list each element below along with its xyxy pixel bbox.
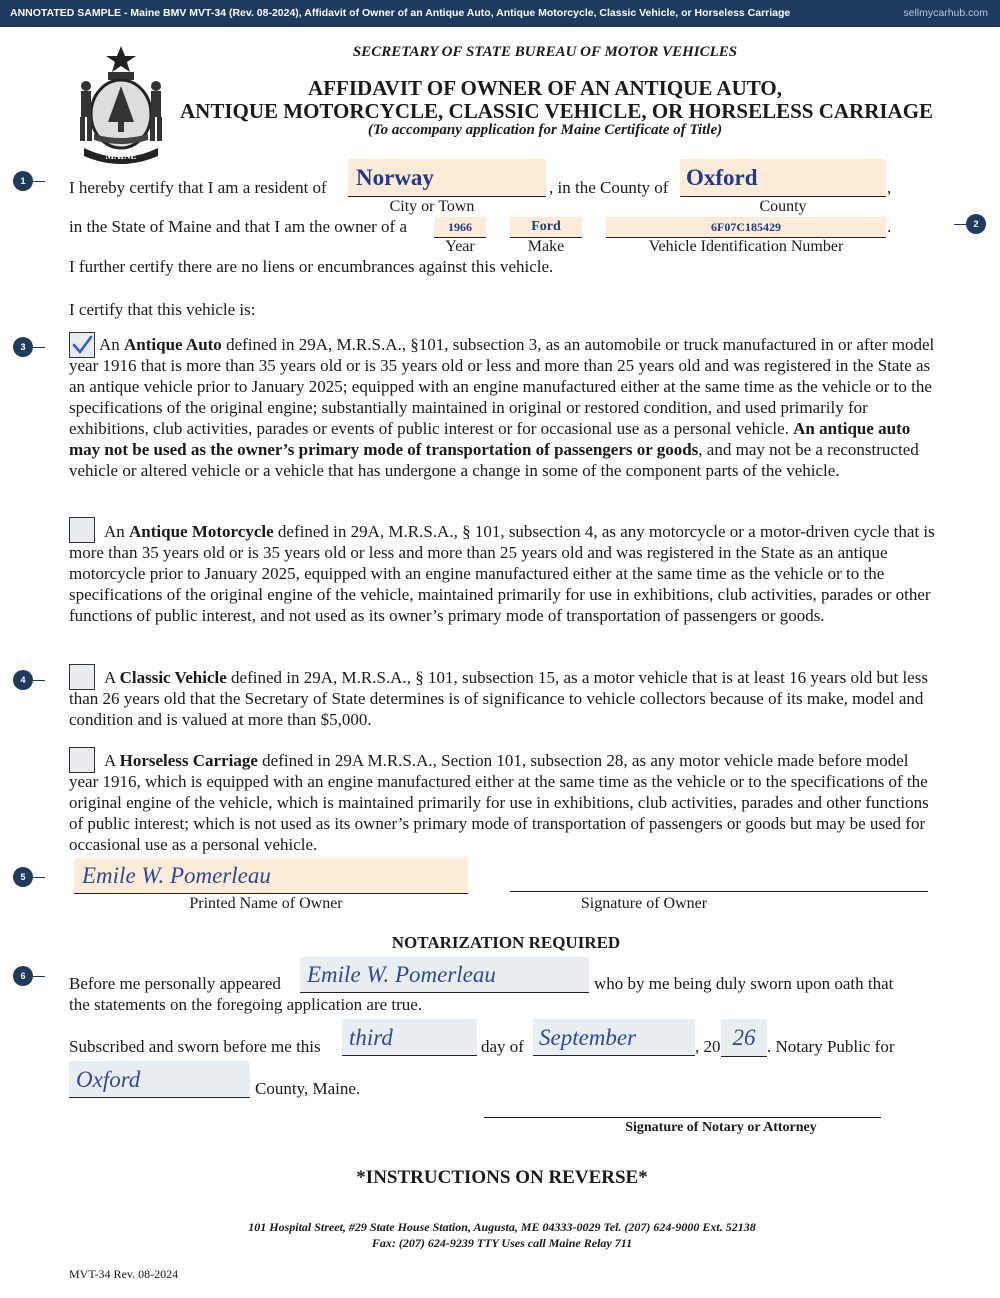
antique-auto-label: Antique Auto [124,335,222,354]
maine-state-seal-icon [72,44,170,166]
annotation-marker-3: 3 [13,337,33,357]
antique-motorcycle-label: Antique Motorcycle [129,522,274,541]
form-title-line-1: AFFIDAVIT OF OWNER OF AN ANTIQUE AUTO, [308,76,782,100]
banner-title: ANNOTATED SAMPLE - Maine BMV MVT-34 (Rev. 08-2024), Affidavit of Owner of an Antique Auto, Antique Motorcycle, Classic Vehicle, or Horseless Carriage [10,7,791,19]
classic-vehicle-definition: A Classic Vehicle defined in 29A, M.R.S.A., § 101, subsection 15, as a motor vehicle that is at least 16 years old but less than 26 years old that the Secretary of State determines is of significance to vehicle collectors because of its make, model and condition and is valued at more than $5,000. [69,668,928,729]
day-of-text: day of [481,1037,524,1056]
city-caption: City or Town [389,198,475,215]
county-field[interactable]: Oxford [680,159,886,197]
certify-intro: I certify that this vehicle is: [69,300,256,319]
notary-public-for-text: . Notary Public for [767,1037,895,1056]
annotation-marker-4: 4 [13,670,33,690]
month-field[interactable]: September [533,1019,695,1056]
marker-connector [33,877,45,878]
notary-signature-caption: Signature of Notary or Attorney [625,1120,817,1135]
owner-signature-line[interactable] [510,891,928,892]
banner-site-link[interactable]: sellmycarhub.com [903,7,988,19]
county-comma: , [887,178,892,197]
horseless-carriage-definition: A Horseless Carriage defined in 29A M.R.S.A., Section 101, subsection 28, as any motor vehicle made before model year 1916, which is equipped with an engine manufactured either at the same time as the vehicle or to the specifications of the original engine of the vehicle, which is maintained primarily for use in exhibitions, club activities, parades and other functions of public interest; which is not used as its owner’s primary mode of transportation of passengers or goods but may be used for occasional use as a personal vehicle. [69,751,929,854]
residency-lead-text: I hereby certify that I am a resident of [69,178,327,197]
statements-text: the statements on the foregoing application are true. [69,995,423,1014]
year-prefix-text: , 20 [695,1037,721,1056]
instructions-note: *INSTRUCTIONS ON REVERSE* [356,1167,648,1188]
appeared-name-field[interactable]: Emile W. Pomerleau [300,957,589,993]
make-field[interactable]: Ford [510,217,582,238]
day-field[interactable]: third [342,1019,477,1056]
make-caption: Make [527,238,565,255]
annotation-marker-1: 1 [13,171,33,191]
marker-connector [33,680,45,681]
marker-connector [33,347,45,348]
liens-statement: I further certify there are no liens or encumbrances against this vehicle. [69,257,554,276]
address-line-2: Fax: (207) 624-9239 TTY Uses call Maine Relay 711 [371,1236,633,1250]
notarization-heading: NOTARIZATION REQUIRED [391,933,621,952]
printed-name-caption: Printed Name of Owner [189,895,343,912]
seal-motto: MAINE [105,151,137,161]
annotation-banner [0,0,1000,27]
antique-auto-restriction: An antique auto may not be used as the owner’s primary mode of transportation of passengers or goods [69,419,911,459]
printed-name-field[interactable]: Emile W. Pomerleau [74,858,468,894]
marker-connector [33,976,45,977]
city-field[interactable]: Norway [348,159,546,197]
agency-name: SECRETARY OF STATE BUREAU OF MOTOR VEHICLES [352,44,738,60]
appeared-tail-text: who by me being duly sworn upon oath that [594,974,894,993]
vehicle-lead-text: in the State of Maine and that I am the owner of a [69,217,407,236]
marker-connector [954,224,966,225]
antique-motorcycle-definition: An Antique Motorcycle defined in 29A, M.R.S.A., § 101, subsection 4, as any motorcycle or a motor-driven cycle that is more than 35 years old or is 35 years old or less and more than 25 years old and was registered in the State as an antique motorcycle prior to January 2025, equipped with an engine manufactured either at the same time as the vehicle or to the specifications of the original engine of the vehicle, maintained primarily for use in exhibitions, club activities, parades or other functions of public interest, and not used as its owner’s primary mode of transportation of passengers or goods. [69,522,935,625]
county-maine-text: County, Maine. [255,1079,361,1098]
notary-county-field[interactable]: Oxford [69,1061,250,1098]
vin-period: . [887,217,892,236]
sworn-lead-text: Subscribed and sworn before me this [69,1037,321,1056]
horseless-carriage-label: Horseless Carriage [119,751,258,770]
county-caption: County [759,198,807,215]
year-caption: Year [445,238,475,255]
county-lead-text: , in the County of [549,178,669,197]
marker-connector [33,181,45,182]
form-id: MVT-34 Rev. 08-2024 [69,1267,179,1281]
annotation-marker-2: 2 [966,214,986,234]
owner-signature-caption: Signature of Owner [580,895,708,912]
annotation-marker-6: 6 [13,966,33,986]
form-title-line-2: ANTIQUE MOTORCYCLE, CLASSIC VEHICLE, OR HORSELESS CARRIAGE [180,99,934,123]
vin-caption: Vehicle Identification Number [648,238,844,255]
address-line-1: 101 Hospital Street, #29 State House Station, Augusta, ME 04333-0029 Tel. (207) 624-9000 Ext. 52138 [248,1220,756,1234]
form-subtitle: (To accompany application for Maine Certificate of Title) [367,122,723,138]
vin-field[interactable]: 6F07C185429 [606,217,886,238]
antique-auto-definition: An Antique Auto defined in 29A, M.R.S.A., §101, subsection 3, as an automobile or truck manufactured in or after model year 1916 that is more than 35 years old or is 35 years old or less and more than 25 years old and was registered in the State as an antique vehicle prior to January 2025; equipped with an engine manufactured either at the same time as the vehicle or to the specifications of the original engine; substantially maintained in original or restored condition, and used primarily for exhibitions, club activities, parades or events of public interest or for occasional use as a personal vehicle. An antique auto may not be used as the owner’s primary mode of transportation of passengers or goods, and may not be a reconstructed vehicle or altered vehicle or a vehicle that has undergone a change in some of the component parts of the vehicle. [69,335,935,480]
appeared-lead-text: Before me personally appeared [69,974,281,993]
annotation-marker-5: 5 [13,867,33,887]
notary-year-field[interactable]: 26 [721,1019,767,1057]
year-field[interactable]: 1966 [434,217,486,238]
classic-vehicle-label: Classic Vehicle [119,668,227,687]
notary-signature-line[interactable] [484,1117,881,1118]
